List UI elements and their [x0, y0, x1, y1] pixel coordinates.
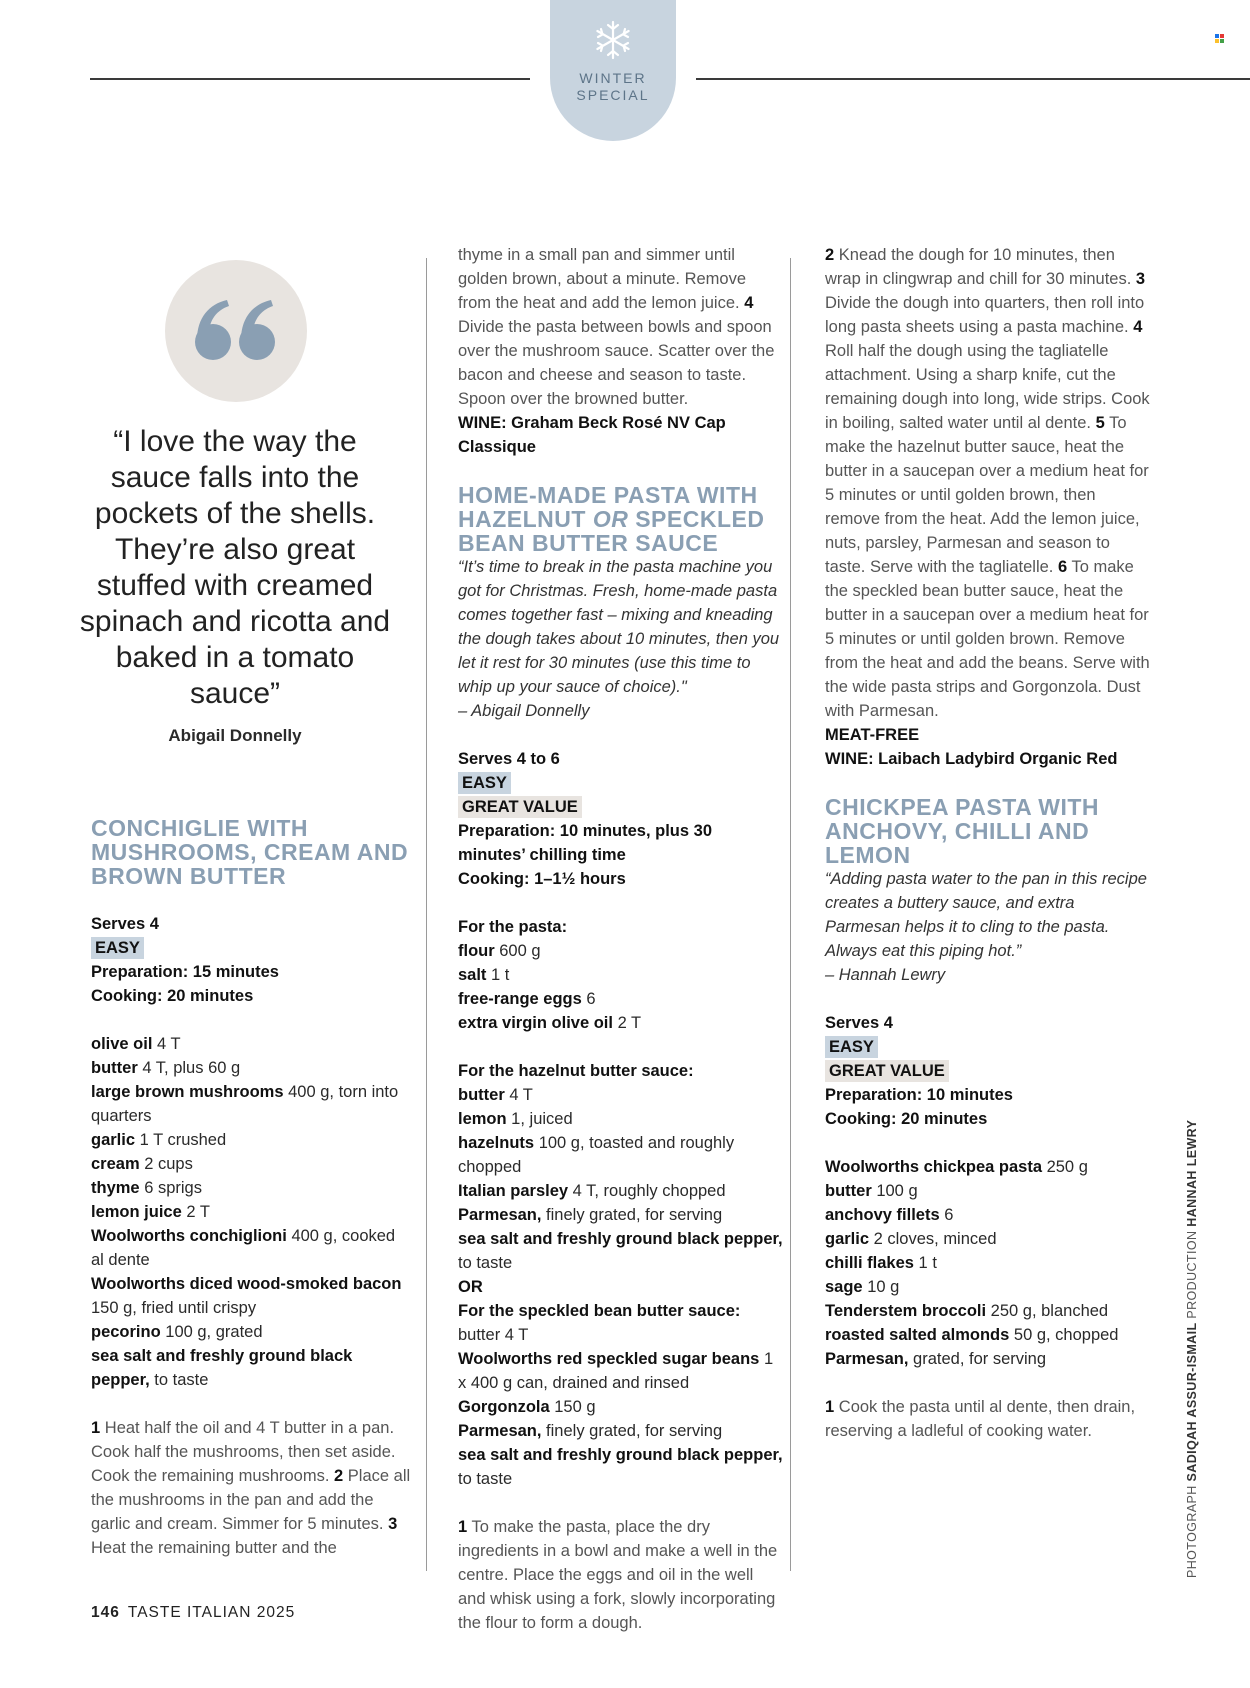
method-continued: thyme in a small pan and simmer until golden brown, about a minute. Remove from the heat and add the lemon juice. 4 Divide the pasta between bowls and spoon over the mushroom sauce. Scatter over the bacon and cheese and season to taste. Spoon over the browned butter. — [458, 246, 775, 408]
easy-badge: EASY — [458, 772, 511, 794]
column-divider-2 — [790, 258, 791, 1571]
method-continues: Heat the remaining butter and the — [91, 1539, 337, 1557]
or-label: OR — [458, 1278, 483, 1296]
ingredient-group-heading: For the speckled bean butter sauce: — [458, 1302, 741, 1320]
ingredient-item: Parmesan, finely grated, for serving — [458, 1422, 723, 1440]
recipe-conchiglie — [91, 816, 411, 1560]
ingredient-item: extra virgin olive oil 2 T — [458, 1014, 642, 1032]
badge-text: WINTER SPECIAL — [576, 70, 650, 103]
easy-badge: EASY — [825, 1036, 878, 1058]
ingredient-item: cream 2 cups — [91, 1155, 193, 1173]
ingredient-item: free-range eggs 6 — [458, 990, 596, 1008]
ingredient-item: butter 4 T — [458, 1086, 533, 1104]
ingredient-item: salt 1 t — [458, 966, 510, 984]
column-3 — [825, 243, 1150, 1443]
ingredient-item: lemon juice 2 T — [91, 1203, 210, 1221]
method-step3-continuation: thyme in a small pan and simmer until golden brown, about a minute. Remove from the heat and add the lemon juice. — [458, 246, 747, 312]
column-2 — [458, 243, 783, 1635]
ingredient-item: large brown mushrooms 400 g, torn into quarters — [91, 1083, 399, 1125]
great-value-badge: GREAT VALUE — [458, 796, 582, 818]
ingredient-group-heading: For the pasta: — [458, 918, 568, 936]
photo-credit: PHOTOGRAPH SADIQAH ASSUR-ISMAIL PRODUCTION HANNAH LEWRY — [1185, 1119, 1199, 1578]
cook-time: Cooking: 20 minutes — [825, 1110, 988, 1128]
ingredient-item: Woolworths diced wood-smoked bacon 150 g, fried until crispy — [91, 1275, 402, 1317]
ingredient-item: sage 10 g — [825, 1278, 900, 1296]
page-number: 146 — [91, 1604, 120, 1621]
ingredient-item: garlic 2 cloves, minced — [825, 1230, 997, 1248]
color-mark-icon — [1215, 34, 1224, 43]
prep-time: Preparation: 10 minutes, plus 30 minutes’ chilling time — [458, 822, 712, 864]
ingredient-item: butter 100 g — [825, 1182, 918, 1200]
serves: Serves 4 — [825, 1014, 893, 1032]
page-footer — [91, 1604, 295, 1622]
cook-time: Cooking: 20 minutes — [91, 987, 254, 1005]
snowflake-icon — [593, 20, 633, 60]
ingredient-item: roasted salted almonds 50 g, chopped — [825, 1326, 1119, 1344]
ingredient-item: olive oil 4 T — [91, 1035, 181, 1053]
method-text: 1 To make the pasta, place the dry ingredients in a bowl and make a well in the centre. Place the eggs and oil in the well and whisk using a fork, slowly incorporating the flour to form a dough. — [458, 1518, 778, 1632]
header-rule-left — [90, 78, 530, 80]
cook-time: Cooking: 1–1½ hours — [458, 870, 626, 888]
recipe-intro-author: – Hannah Lewry — [825, 966, 946, 984]
publication-name: TASTE ITALIAN 2025 — [127, 1604, 296, 1621]
recipe-title: CONCHIGLIE WITH MUSHROOMS, CREAM AND BROWN BUTTER — [91, 815, 409, 889]
ingredient-item: garlic 1 T crushed — [91, 1131, 227, 1149]
great-value-badge: GREAT VALUE — [825, 1060, 949, 1082]
recipe-title: HOME-MADE PASTA WITH HAZELNUT OR SPECKLED BEAN BUTTER SAUCE — [458, 482, 765, 556]
diet-label: MEAT-FREE — [825, 726, 920, 744]
ingredient-item: thyme 6 sprigs — [91, 1179, 202, 1197]
ingredient-item: sea salt and freshly ground black pepper, to taste — [91, 1347, 353, 1389]
ingredient-item: Parmesan, grated, for serving — [825, 1350, 1047, 1368]
method-text: 1 Heat half the oil and 4 T butter in a pan. Cook half the mushrooms, then set aside. Cook the remaining mushrooms. 2 Place all the mushrooms in the pan and add the garlic and cream. Simmer for 5 minutes. 3 Heat the remaining butter and the — [91, 1419, 411, 1557]
ingredient-item: Woolworths chickpea pasta 250 g — [825, 1158, 1088, 1176]
recipe-title: CHICKPEA PASTA WITH ANCHOVY, CHILLI AND LEMON — [825, 794, 1099, 868]
column-divider-1 — [426, 258, 427, 1571]
ingredient-item: Woolworths conchiglioni 400 g, cooked al dente — [91, 1227, 396, 1269]
serves: Serves 4 — [91, 915, 159, 933]
ingredient-item: pecorino 100 g, grated — [91, 1323, 263, 1341]
recipe-intro-author: – Abigail Donnelly — [458, 702, 590, 720]
quote-badge — [165, 260, 307, 402]
ingredient-item: lemon 1, juiced — [458, 1110, 573, 1128]
ingredient-item: Italian parsley 4 T, roughly chopped — [458, 1182, 726, 1200]
ingredient-item: butter 4 T — [458, 1326, 529, 1344]
header-rule-right — [696, 78, 1250, 80]
easy-badge: EASY — [91, 937, 144, 959]
ingredient-item: sea salt and freshly ground black pepper, to taste — [458, 1446, 783, 1488]
prep-time: Preparation: 15 minutes — [91, 963, 279, 981]
ingredient-item: Parmesan, finely grated, for serving — [458, 1206, 723, 1224]
prep-time: Preparation: 10 minutes — [825, 1086, 1013, 1104]
recipe-intro: “It’s time to break in the pasta machine you got for Christmas. Fresh, home-made pasta comes together fast – mixing and kneading the dough takes about 10 minutes, then you let it rest for 30 minutes (use this time to whip up your sauce of choice)." — [458, 558, 780, 696]
recipe-intro: “Adding pasta water to the pan in this recipe creates a buttery sauce, and extra Parmesan helps it to cling to the pasta. Always eat this piping hot.” — [825, 870, 1147, 960]
method-continued: 2 Knead the dough for 10 minutes, then wrap in clingwrap and chill for 30 minutes. 3 Divide the dough into quarters, then roll into long pasta sheets using a pasta machine. 4 Roll half the dough using the tagliatelle attachment. Using a sharp knife, cut the remaining dough into long, wide strips. Cook in boiling, salted water until al dente. 5 To make the hazelnut butter sauce, heat the butter in a saucepan over a medium heat for 5 minutes or until golden brown, then remove from the heat. Add the lemon juice, nuts, parsley, Parmesan and season to taste. Serve with the tagliatelle. 6 To make the speckled bean butter sauce, heat the butter in a saucepan over a medium heat for 5 minutes or until golden brown. Remove from the heat and add the beans. Serve with the wide pasta strips and Gorgonzola. Dust with Parmesan. — [825, 246, 1150, 720]
quote-marks-icon — [193, 298, 279, 362]
ingredient-group-heading: For the hazelnut butter sauce: — [458, 1062, 694, 1080]
pull-quote-author: Abigail Donnelly — [168, 726, 302, 745]
wine-pairing: WINE: Laibach Ladybird Organic Red — [825, 750, 1118, 768]
ingredient-item: flour 600 g — [458, 942, 541, 960]
ingredient-item: hazelnuts 100 g, toasted and roughly chopped — [458, 1134, 735, 1176]
method-text: 1 Cook the pasta until al dente, then drain, reserving a ladleful of cooking water. — [825, 1398, 1136, 1440]
pull-quote-text: “I love the way the sauce falls into the pockets of the shells. They’re also great stuffed with creamed spinach and ricotta and baked in a tomato sauce” — [79, 425, 391, 710]
winter-special-badge — [550, 0, 676, 141]
ingredient-item: chilli flakes 1 t — [825, 1254, 937, 1272]
ingredient-item: sea salt and freshly ground black pepper, to taste — [458, 1230, 783, 1272]
ingredient-item: anchovy fillets 6 — [825, 1206, 954, 1224]
ingredient-item: Gorgonzola 150 g — [458, 1398, 596, 1416]
ingredient-item: butter 4 T, plus 60 g — [91, 1059, 241, 1077]
serves: Serves 4 to 6 — [458, 750, 560, 768]
ingredient-item: Tenderstem broccoli 250 g, blanched — [825, 1302, 1109, 1320]
ingredient-list — [91, 1032, 411, 1392]
wine-pairing: WINE: Graham Beck Rosé NV Cap Classique — [458, 414, 726, 456]
ingredient-item: Woolworths red speckled sugar beans 1 x 400 g can, drained and rinsed — [458, 1350, 774, 1392]
